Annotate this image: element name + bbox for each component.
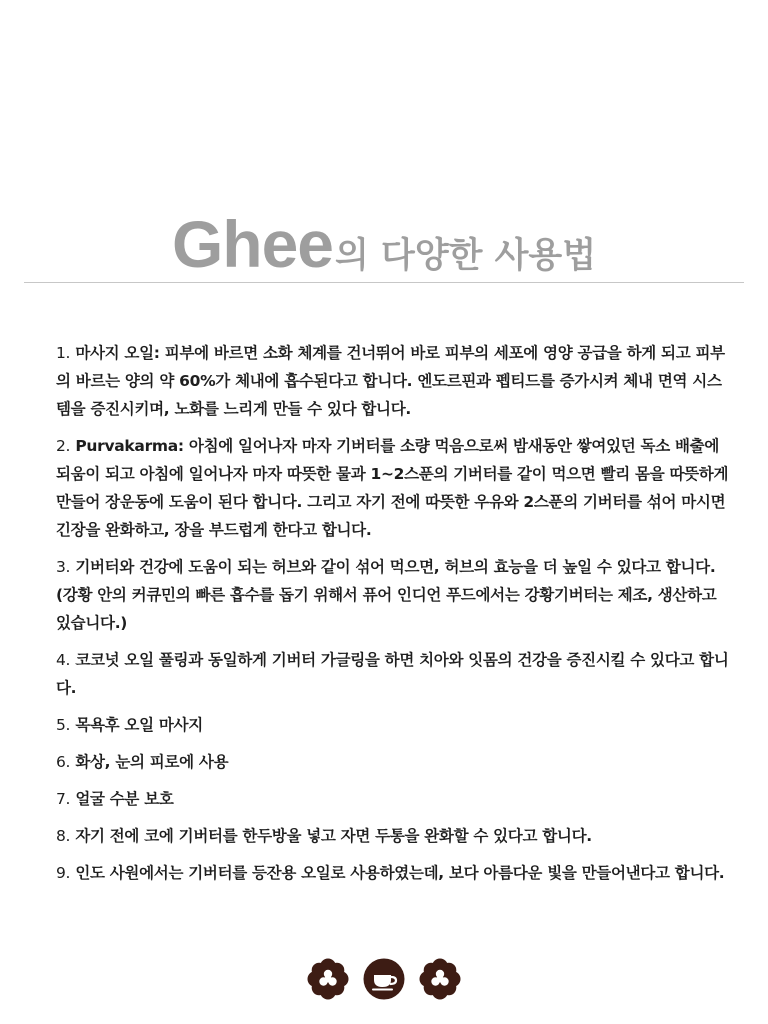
item-number: 4.: [56, 651, 71, 669]
item-text: 기버터와 건강에 도움이 되는 허브와 같이 섞어 먹으면, 허브의 효능을 더 높일 수 있다고 합니다. (강황 안의 커큐민의 빠른 흡수를 돕기 위해서 퓨어 인디언 푸드에서는 강황기버터는 제조, 생산하고 있습니다.): [56, 558, 717, 632]
page-title: [0, 206, 768, 282]
footer-icons: [0, 958, 768, 1000]
usage-list: [56, 339, 730, 896]
flower-icon: [307, 958, 349, 1000]
item-number: 8.: [56, 827, 71, 845]
list-item: [56, 785, 730, 813]
title-divider: [24, 282, 744, 283]
item-text: 목욕후 오일 마사지: [75, 716, 203, 734]
list-item: [56, 553, 730, 637]
list-item: [56, 748, 730, 776]
item-number: 3.: [56, 558, 71, 576]
item-text: 화상, 눈의 피로에 사용: [75, 753, 229, 771]
item-number: 1.: [56, 344, 71, 362]
item-number: 9.: [56, 864, 71, 882]
flower-icon: [419, 958, 461, 1000]
item-text: Purvakarma: 아침에 일어나자 마자 기버터를 소량 먹음으로써 밤새동안 쌓여있던 독소 배출에 되움이 되고 아침에 일어나자 마자 따뜻한 물과 1~2스푼의 기버터를 같이 먹으면 빨리 몸을 따뜻하게 만들어 장운동에 도움이 된다 합니다. 그리고 자기 전에 따뜻한 우유와 2스푼의 기버터를 섞어 마시면 긴장을 완화하고, 장을 부드럽게 한다고 합니다.: [56, 437, 729, 539]
list-item: [56, 339, 730, 423]
list-item: [56, 822, 730, 850]
item-text: 마사지 오일: 피부에 바르면 소화 체계를 건너뛰어 바로 피부의 세포에 영양 공급을 하게 되고 피부의 바르는 양의 약 60%가 체내에 흡수된다고 합니다. 엔도르핀과 펩티드를 증가시켜 체내 면역 시스템을 증진시키며, 노화를 느리게 만들 수 있다 합니다.: [56, 344, 725, 418]
item-number: 2.: [56, 437, 71, 455]
item-text: 자기 전에 코에 기버터를 한두방울 넣고 자면 두통을 완화할 수 있다고 합니다.: [75, 827, 592, 845]
list-item: [56, 646, 730, 702]
item-text: 인도 사원에서는 기버터를 등잔용 오일로 사용하였는데, 보다 아름다운 빛을 만들어낸다고 합니다.: [75, 864, 725, 882]
list-item: [56, 859, 730, 887]
coffee-cup-icon: [363, 958, 405, 1000]
list-item: [56, 432, 730, 544]
title-rest: 의 다양한 사용법: [335, 236, 597, 276]
item-text: 코코넛 오일 풀링과 동일하게 기버터 가글링을 하면 치아와 잇몸의 건강을 증진시킬 수 있다고 합니다.: [56, 651, 729, 697]
item-text: 얼굴 수분 보호: [75, 790, 174, 808]
title-brand: Ghee: [171, 207, 334, 281]
item-number: 7.: [56, 790, 71, 808]
item-number: 5.: [56, 716, 71, 734]
list-item: [56, 711, 730, 739]
item-number: 6.: [56, 753, 71, 771]
